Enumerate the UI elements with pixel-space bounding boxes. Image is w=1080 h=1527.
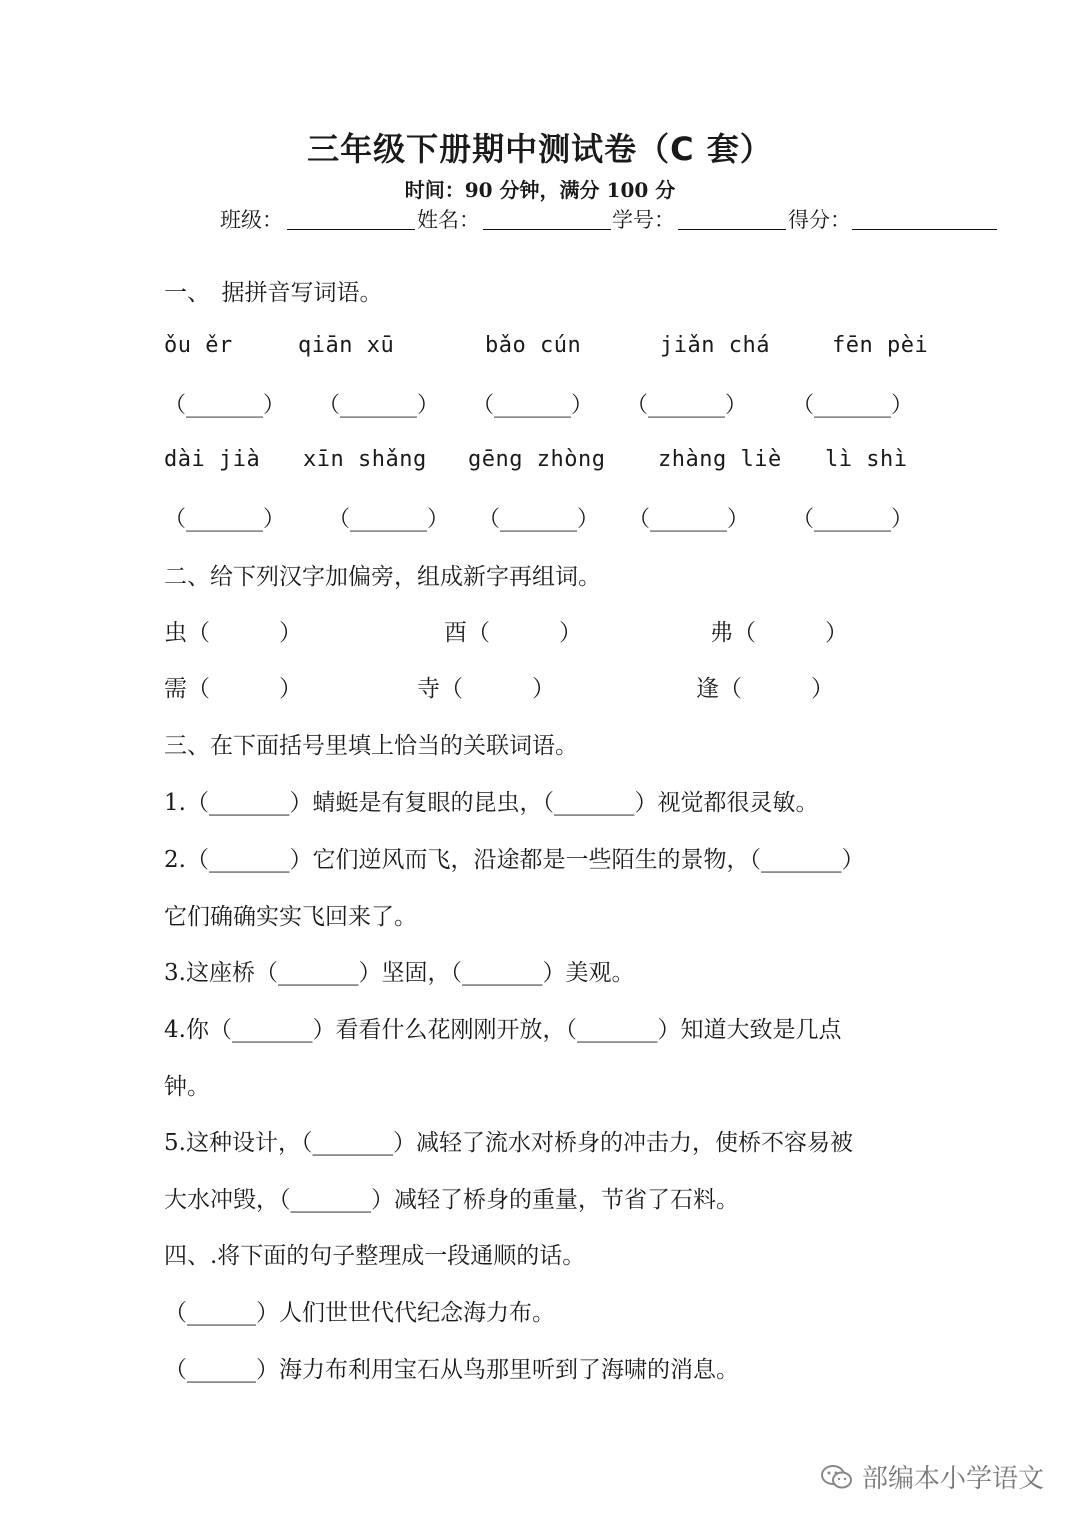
section3-heading: 三、在下面括号里填上恰当的关联词语。 <box>164 733 578 759</box>
radical-item[interactable]: 寺（ ） <box>417 676 555 702</box>
conjunction-line[interactable]: 2.（_______）它们逆风而飞，沿途都是一些陌生的景物，（_______） <box>164 847 865 873</box>
section2-heading: 二、给下列汉字加偏旁，组成新字再组词。 <box>164 564 601 590</box>
pinyin-9: zhàng liè <box>658 447 782 472</box>
score-label: 得分： <box>788 208 851 232</box>
pinyin-10: lì shì <box>825 447 908 472</box>
pinyin-1: ǒu ěr <box>164 333 233 358</box>
conjunction-line[interactable]: 4.你（_______）看看什么花刚刚开放，（_______）知道大致是几点 <box>164 1017 842 1043</box>
pinyin-3: bǎo cún <box>485 333 582 358</box>
class-field[interactable] <box>287 205 415 230</box>
pinyin-6: dài jià <box>164 447 261 472</box>
pinyin-8: gēng zhòng <box>468 447 606 472</box>
answer-blank[interactable]: （_______） <box>626 393 748 418</box>
pinyin-4: jiǎn chá <box>660 333 770 358</box>
answer-blank[interactable]: （_______） <box>318 393 440 418</box>
answer-blank[interactable]: （_______） <box>164 507 286 532</box>
conjunction-line[interactable]: 5.这种设计，（_______）减轻了流水对桥身的冲击力，使桥不容易被 <box>164 1130 853 1156</box>
answer-blank[interactable]: （_______） <box>792 393 914 418</box>
answer-blank[interactable]: （_______） <box>328 507 450 532</box>
student-id-field[interactable] <box>678 205 786 230</box>
student-id-label: 学号： <box>612 208 675 232</box>
page-title: 三年级下册期中测试卷（C 套） <box>307 130 773 168</box>
class-label: 班级： <box>220 208 283 232</box>
score-field[interactable] <box>852 205 997 230</box>
conjunction-line: 钟。 <box>164 1074 210 1100</box>
sentence-order-line[interactable]: （______）人们世世代代纪念海力布。 <box>164 1300 555 1326</box>
answer-blank[interactable]: （_______） <box>628 507 750 532</box>
radical-item[interactable]: 逢（ ） <box>696 676 834 702</box>
pinyin-5: fēn pèi <box>832 333 929 358</box>
answer-blank[interactable]: （_______） <box>478 507 600 532</box>
section4-heading: 四、.将下面的句子整理成一段通顺的话。 <box>164 1243 586 1269</box>
pinyin-2: qiān xū <box>298 333 395 358</box>
radical-item[interactable]: 需（ ） <box>164 676 302 702</box>
answer-blank[interactable]: （_______） <box>472 393 594 418</box>
section1-heading: 一、 据拼音写词语。 <box>164 280 383 306</box>
answer-blank[interactable]: （_______） <box>164 393 286 418</box>
conjunction-line: 它们确确实实飞回来了。 <box>164 904 417 930</box>
watermark <box>820 1458 1044 1495</box>
conjunction-line[interactable]: 3.这座桥（_______）坚固，（_______）美观。 <box>164 960 635 986</box>
wechat-icon <box>820 1463 854 1491</box>
watermark-text: 部编本小学语文 <box>861 1464 1044 1494</box>
sentence-order-line[interactable]: （______）海力布利用宝石从鸟那里听到了海啸的消息。 <box>164 1357 739 1383</box>
answer-blank[interactable]: （_______） <box>792 507 914 532</box>
radical-item[interactable]: 弗（ ） <box>710 620 848 646</box>
conjunction-line[interactable]: 大水冲毁，（_______）减轻了桥身的重量，节省了石料。 <box>164 1187 739 1213</box>
conjunction-line[interactable]: 1.（_______）蜻蜓是有复眼的昆虫，（_______）视觉都很灵敏。 <box>164 790 819 816</box>
pinyin-7: xīn shǎng <box>303 447 427 472</box>
radical-item[interactable]: 虫（ ） <box>164 620 302 646</box>
name-field[interactable] <box>483 205 611 230</box>
radical-item[interactable]: 酉（ ） <box>444 620 582 646</box>
exam-subtitle: 时间：90 分钟，满分 100 分 <box>404 178 676 202</box>
name-label: 姓名： <box>417 208 480 232</box>
